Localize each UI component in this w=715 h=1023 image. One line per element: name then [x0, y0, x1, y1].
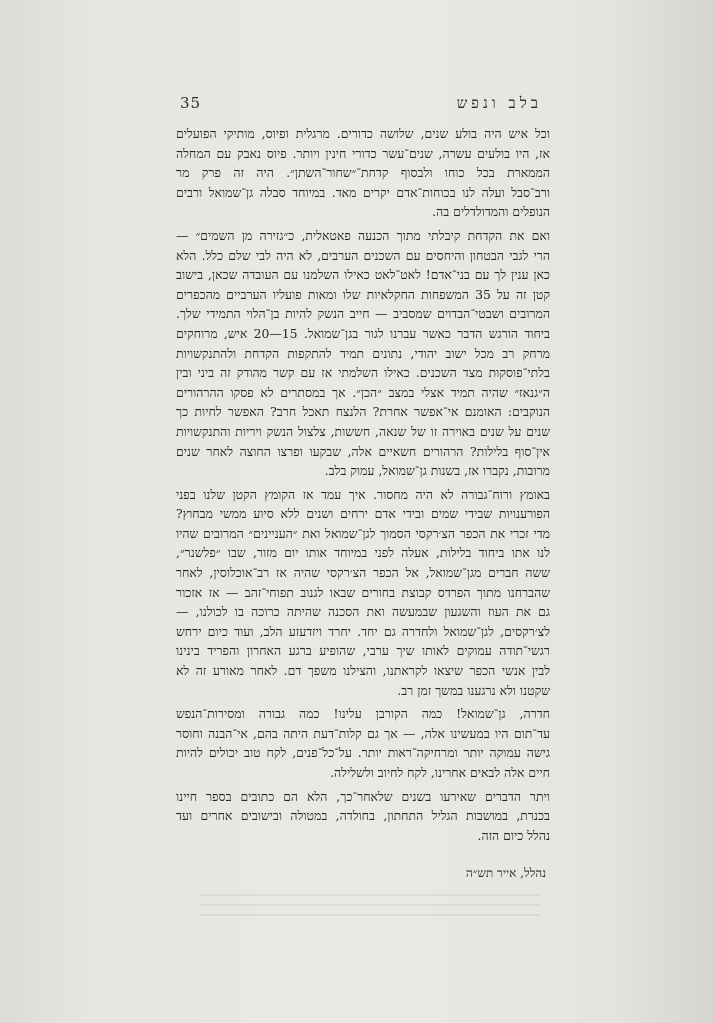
paragraph [176, 485, 550, 701]
page-number: 35 [180, 94, 202, 112]
text-line: קטן זה על 35 המשפחות החקלאיות שלו ומאות פועליו הערביים מהכפרים [176, 286, 550, 302]
text-line: ה״גנאז״ שהיה תמיד אצלי במצב ״הכן״. אך במסתרים לא פסקו ההרהורים [176, 384, 550, 400]
text-line: אין־סוף בלילות? הרהורים חשאיים אלה, שבקעו ופרצו החוצה לאחר שנים [176, 443, 550, 459]
page-header [180, 94, 542, 116]
text-line: כאן ענין לך עם בני־אדם! לאט־לאט כאילו השלמנו עם העובדה שכאן, בישוב [176, 267, 550, 283]
text-line: לבין אנשי הכפר שיצאו לקראתנו, והצילנו משפך דם. לאחר מאורע זה לא [176, 663, 550, 679]
paragraph [176, 787, 550, 846]
text-line: ששה חברים מגן־שמואל, אל הכפר הצ׳רקסי שהיה אז רב־אוכלוסין, לאחר [176, 565, 550, 581]
text-line: חדרה, גן־שמואל! כמה הקורבן עלינו! כמה גבורה ומסירות־הנפש [176, 706, 550, 722]
signoff-place-date: נהלל, אייר תש״ה [465, 866, 546, 880]
text-line: וכל איש היה בולע שנים, שלושה כדורים. מרגלית ופיוס, מותיקי הפועלים [176, 126, 550, 141]
text-line: בכנרת, במושבות הגליל התחתון, בחולדה, במטולה ובישובים אחרים ועד [176, 808, 550, 824]
text-line: רגשי־תודה עמוקים לאותו שיך ערבי, שהופיע ברגע האחרון והפריד בינינו [176, 643, 550, 659]
text-line: גם את העוז והשגעון שבמעשה ואת הסכנה שהיתה כרוכה בו לכולנו, — [176, 604, 550, 620]
text-line: באומץ ורוח־גבורה לא היה מחסור. איך עמד אז הקומץ הקטן שלנו בפני [176, 486, 550, 502]
text-line: חיים אלה לבאים אחרינו, לקח לחיוב ולשלילה. [330, 765, 550, 780]
text-line: ביחוד הורגש הדבר כאשר עברנו לגור בגן־שמואל. 15—20 איש, מרוחקים [176, 325, 550, 341]
text-line: שהברחנו מתוך הפרדס קבוצת בחורים שבאו לגנוב תפוחי־זהב — אז אזכור [176, 584, 550, 600]
text-line: מרובות, נקברו אז, בשנות גן־שמואל, עמוק בלב. [324, 463, 550, 479]
text-line: בלתי־פוסקות מצד השכנים. כאילו השלמתי אז עם קשר מהודק זה ביני ובין [176, 365, 550, 381]
text-line: ורב־סבל ועלה לנו בכוחות־אדם יקרים מאד. במיוחד סבלה גן־שמואל ורבים [176, 184, 550, 200]
text-line: ויתר הדברים שאירעו בשנים שלאחר־כך, הלא הם כתובים בספר חיינו [176, 788, 550, 804]
text-line: מרחק רב מכל ישוב יהודי, נתונים תמיד להתקפות הקדחת ולהתנקשויות [176, 345, 550, 361]
paragraph [176, 124, 550, 222]
text-line: הפורענויות שבידי שמים ובידי אדם ירחים ושנים ללא סיוע ממשי מבחוץ? [176, 506, 550, 522]
running-title: בלב ונפש [456, 94, 542, 112]
text-line: שנים על שנים באוירה זו של שנאה, חששות, צלצול הנשק ויריות והתנקשויות [176, 423, 550, 439]
text-line: מדי זכרי את הכפר הצ׳רקסי הסמוך לגן־שמואל ואת ״העניינים״ המרובים שהיו [176, 525, 550, 541]
paragraph [176, 226, 550, 481]
text-line: גישה עמוקה יותר ומרחיקה־ראות יותר. על־כל־פנים, לקח טוב יכולים להיות [176, 745, 550, 761]
text-line: הנוקבים: האומנם אי־אפשר אחרת? הלנצח תאכל חרב? האפשר לחיות כך [176, 404, 550, 420]
text-line: ואם את הקדחת קיבלתי מתוך הכנעה פאטאלית, כ״גזירה מן השמים״ — [176, 227, 550, 243]
text-line: אז, היו בולעים עשרה, שנים־עשר כדורי חינין ויותר. פיוס נאבק עם המחלה [176, 145, 550, 161]
text-line: הרי לגבי הבטחון והיחסים עם השכנים הערבים, לא היה לבי שלם כלל. הלא [176, 247, 550, 263]
text-line: שקטנו ולא נרגענו במשך זמן רב. [397, 682, 550, 698]
paragraph [176, 704, 550, 782]
text-line: לנו אתו ביחוד בלילות, אעלה לפני במיוחד אותו יום מזור, שבו ״פלשנר״, [176, 545, 550, 561]
text-line: עד־תום היו במעשינו אלה, — אך גם קלות־דעת היתה בהם, אי־הבנה וחוסר [176, 725, 550, 741]
text-line: הנופלים והמדולדלים בה. [432, 204, 550, 220]
text-line: נהלל כיום הזה. [477, 827, 550, 843]
show-through-text [200, 886, 540, 926]
body-text [176, 124, 550, 849]
text-line: לצ׳רקסים, לגן־שמואל ולחדרה גם יחד. יחרד ויזדעזע הלב, ועוד כיום ירחש [176, 623, 550, 639]
text-line: המרובים ושבטי־הבדוים שמסביב — חייב הנשק להיות בן־הלוי התמידי שלך. [176, 306, 550, 322]
text-line: הממארת בכל כוחו ולבסוף קדחת־״שחור־השתן״. היה זה פרק מר [176, 165, 550, 181]
